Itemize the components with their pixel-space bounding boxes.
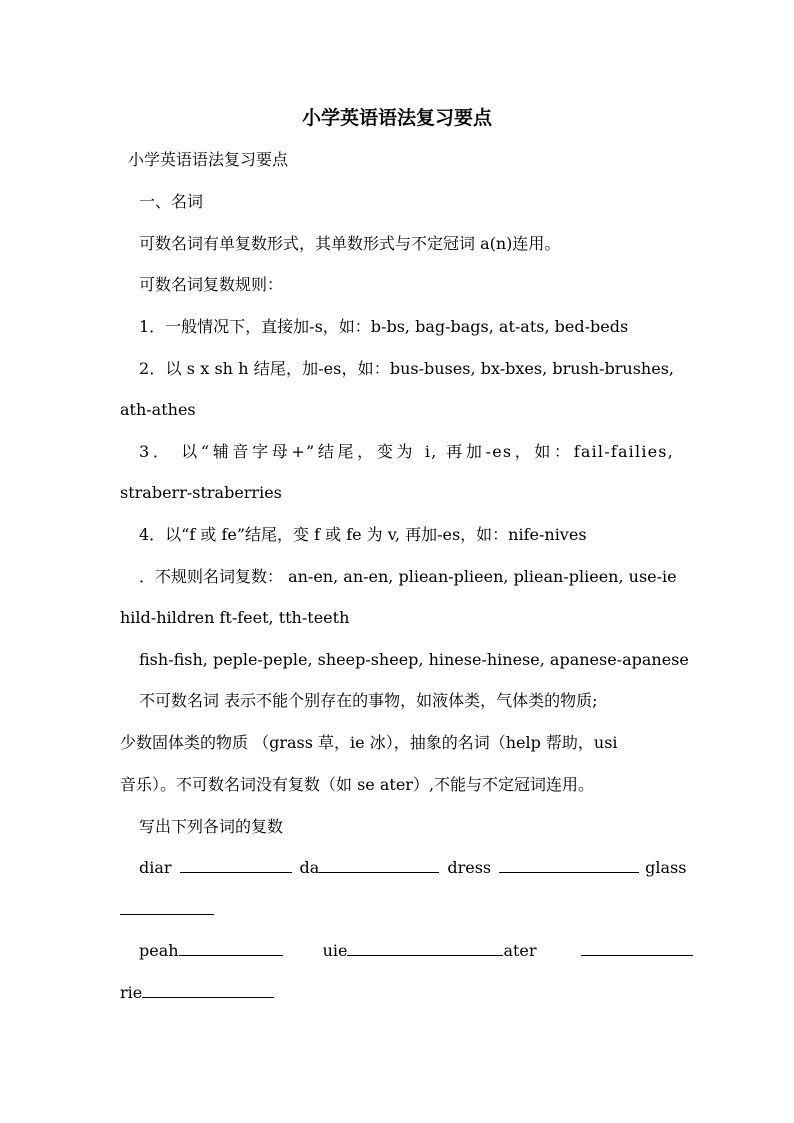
uncountable-line-1: 不可数名词 表示不能个别存在的事物，如液体类，气体类的物质; bbox=[139, 691, 598, 710]
rule-5-line-3: fish-fish, peple-peple, sheep-sheep, hinese-hinese, apanese-apanese bbox=[139, 650, 689, 669]
rule-2-line-1: 2．以 s x sh h 结尾，加-es，如：bus-buses, bx-bxes, brush-brushes, bbox=[139, 359, 674, 378]
paragraph-countable-nouns: 可数名词有单复数形式，其单数形式与不定冠词 a(n)连用。 bbox=[139, 234, 561, 253]
exercise-row-2 bbox=[139, 939, 693, 963]
rule-2-line-2: ath-athes bbox=[120, 400, 196, 419]
answer-blank[interactable] bbox=[347, 939, 503, 956]
exercise-word: ater bbox=[503, 941, 537, 960]
subtitle: 小学英语语法复习要点 bbox=[128, 150, 289, 169]
exercise-word: rie bbox=[120, 983, 143, 1002]
page-title: 小学英语语法复习要点 bbox=[301, 107, 492, 129]
exercise-word: peah bbox=[139, 941, 179, 960]
exercise-row-2-continued bbox=[120, 981, 274, 1005]
answer-blank[interactable] bbox=[180, 856, 292, 873]
answer-blank[interactable] bbox=[179, 939, 283, 956]
rule-5-line-1: ．不规则名词复数： an-en, an-en, pliean-plieen, pliean-plieen, use-ie bbox=[139, 567, 677, 586]
exercise-word: uie bbox=[322, 941, 348, 960]
exercise-word: da bbox=[299, 858, 320, 877]
rule-5-line-2: hild-hildren ft-feet, tth-teeth bbox=[120, 608, 350, 627]
answer-blank[interactable] bbox=[142, 981, 274, 998]
exercise-word: dress bbox=[447, 858, 492, 877]
uncountable-line-3: 音乐）。不可数名词没有复数（如 se ater）,不能与不定冠词连用。 bbox=[120, 775, 595, 794]
rule-4: 4．以“f 或 fe”结尾，变 f 或 fe 为 v, 再加-es，如：nife-nives bbox=[139, 525, 587, 544]
answer-blank[interactable] bbox=[120, 898, 214, 915]
exercise-word: glass bbox=[645, 858, 687, 877]
answer-blank[interactable] bbox=[319, 856, 439, 873]
exercise-row-1-continued bbox=[120, 898, 214, 922]
answer-blank[interactable] bbox=[581, 939, 693, 956]
rule-3-line-1: 3． 以“辅音字母+”结尾，变为 i, 再加-es，如：fail-failies, bbox=[139, 442, 674, 461]
rule-3-line-2: straberr-straberries bbox=[120, 483, 282, 502]
rule-1: 1．一般情况下，直接加-s，如：b-bs, bag-bags, at-ats, bed-beds bbox=[139, 317, 629, 336]
paragraph-plural-rules-heading: 可数名词复数规则： bbox=[139, 275, 284, 294]
uncountable-line-2: 少数固体类的物质 （grass 草，ie 冰），抽象的名词（help 帮助，usi bbox=[120, 733, 618, 752]
exercise-row-1 bbox=[139, 856, 686, 880]
exercise-heading: 写出下列各词的复数 bbox=[139, 817, 284, 836]
answer-blank[interactable] bbox=[499, 856, 639, 873]
section-heading-nouns: 一、名词 bbox=[139, 192, 204, 211]
exercise-word: diar bbox=[139, 858, 172, 877]
